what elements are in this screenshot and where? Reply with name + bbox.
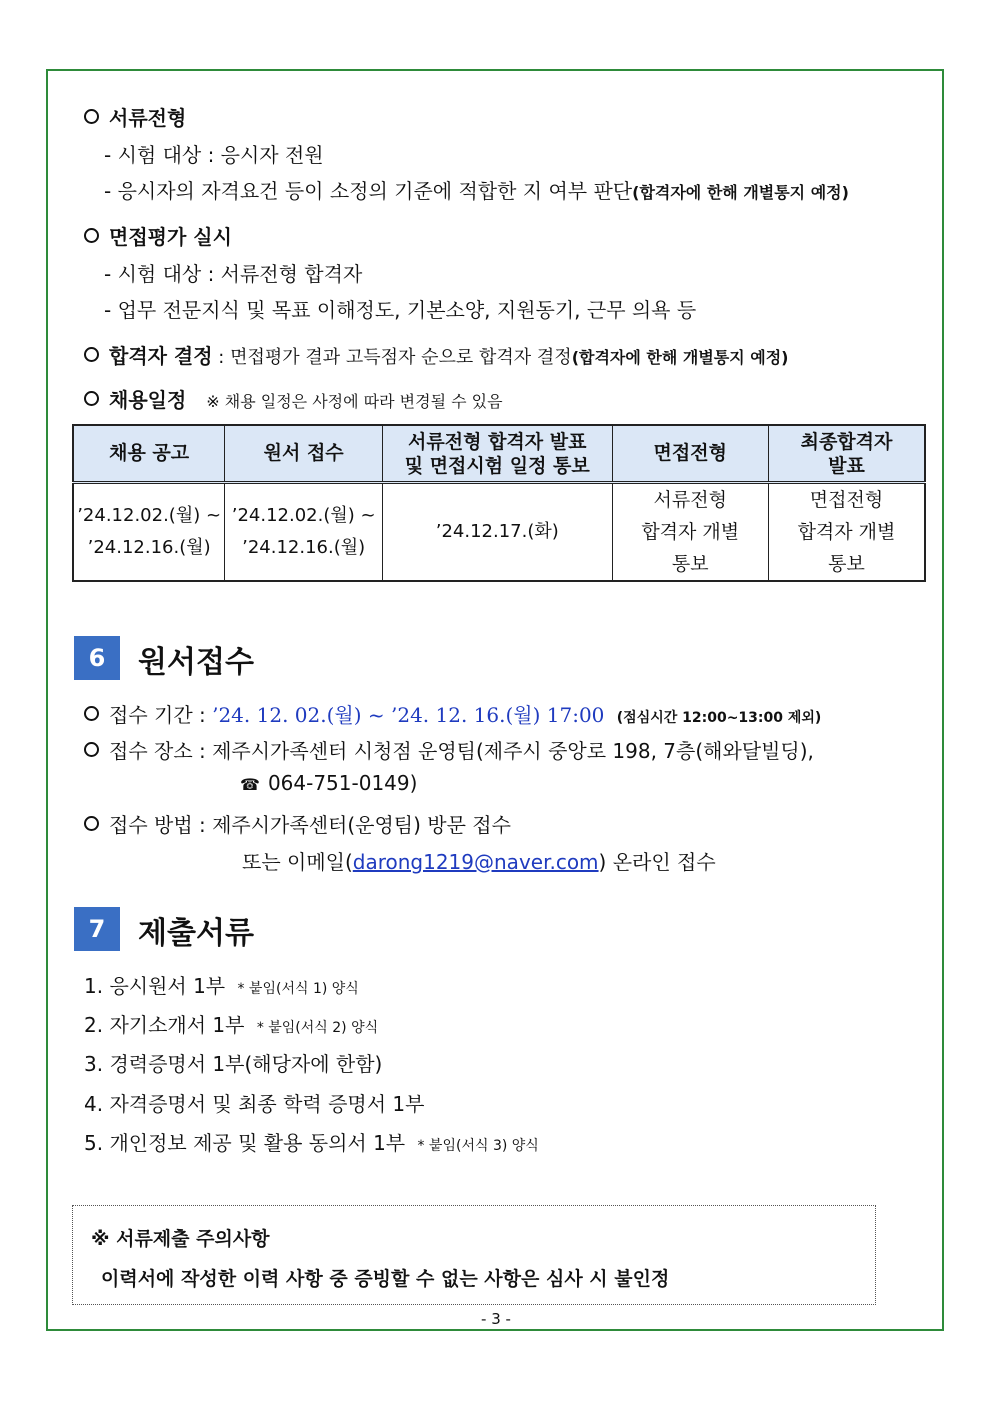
application-place xyxy=(84,735,814,764)
screening-title: 서류전형 xyxy=(109,106,187,130)
period-note: (점심시간 12:00~13:00 제외) xyxy=(616,710,822,726)
screening-line2-note: (합격자에 한해 개별통지 예정) xyxy=(632,183,849,202)
schedule-heading xyxy=(84,384,503,413)
list-item xyxy=(84,1127,539,1156)
section-6-title: 원서접수 xyxy=(138,645,254,680)
application-method xyxy=(84,809,511,838)
interview-title: 면접평가 실시 xyxy=(109,225,232,249)
application-period xyxy=(84,699,821,728)
screening-heading xyxy=(84,102,186,131)
circle-bullet-icon xyxy=(84,706,99,721)
schedule-title: 채용일정 xyxy=(109,388,187,412)
document-item-text: 2. 자기소개서 1부 xyxy=(84,1013,245,1037)
application-phone xyxy=(240,771,417,795)
schedule-note: ※ 채용 일정은 사정에 따라 변경될 수 있음 xyxy=(206,392,503,411)
application-method-online xyxy=(242,846,716,875)
schedule-cell: ’24.12.17.(화) xyxy=(383,483,612,582)
circle-bullet-icon xyxy=(84,228,99,243)
place-line1: 접수 장소 : 제주시가족센터 시청점 운영팀(제주시 중앙로 198, 7층(해와달빌딩), xyxy=(109,739,814,763)
caution-body: 이력서에 작성한 이력 사항 중 증빙할 수 없는 사항은 심사 시 불인정 xyxy=(101,1268,670,1290)
email-link[interactable]: darong1219@naver.com xyxy=(352,850,599,874)
schedule-header-cell: 면접전형 xyxy=(612,425,768,483)
section-7-title: 제출서류 xyxy=(138,916,254,951)
decision-note: (합격자에 한해 개별통지 예정) xyxy=(571,348,789,367)
section-6-number: 6 xyxy=(74,636,120,680)
screening-line1: - 시험 대상 : 응시자 전원 xyxy=(104,143,324,167)
document-item-text: 4. 자격증명서 및 최종 학력 증명서 1부 xyxy=(84,1092,425,1116)
schedule-header-cell: 서류전형 합격자 발표 및 면접시험 일정 통보 xyxy=(383,425,612,483)
interview-line2: - 업무 전문지식 및 목표 이해정도, 기본소양, 지원동기, 근무 의욕 등 xyxy=(104,298,697,322)
schedule-header-cell: 최종합격자 발표 xyxy=(768,425,925,483)
schedule-header-row xyxy=(73,425,925,483)
circle-bullet-icon xyxy=(84,347,99,362)
schedule-table xyxy=(72,424,926,582)
document-item-note: * 붙임(서식 2) 양식 xyxy=(256,1020,379,1036)
decision-title: 합격자 결정 xyxy=(109,344,213,368)
period-label: 접수 기간 : xyxy=(109,703,213,727)
method-line1: 접수 방법 : 제주시가족센터(운영팀) 방문 접수 xyxy=(109,813,511,837)
list-item xyxy=(84,1048,382,1077)
schedule-cell: ’24.12.02.(월) ~ ’24.12.16.(월) xyxy=(225,483,383,582)
document-item-text: 5. 개인정보 제공 및 활용 동의서 1부 xyxy=(84,1131,406,1155)
decision-line xyxy=(84,340,789,369)
list-item xyxy=(84,1088,424,1117)
schedule-header-cell: 원서 접수 xyxy=(225,425,383,483)
schedule-data-row xyxy=(73,483,925,582)
schedule-cell: 서류전형 합격자 개별 통보 xyxy=(612,483,768,582)
circle-bullet-icon xyxy=(84,816,99,831)
interview-heading xyxy=(84,221,232,250)
interview-line1: - 시험 대상 : 서류전형 합격자 xyxy=(104,262,363,286)
section-7-number: 7 xyxy=(74,907,120,951)
schedule-cell: ’24.12.02.(월) ~ ’24.12.16.(월) xyxy=(73,483,225,582)
page-number: - 3 - xyxy=(481,1310,511,1328)
list-item xyxy=(84,1009,378,1038)
list-item xyxy=(84,970,359,999)
method-prefix: 또는 이메일( xyxy=(242,850,353,874)
screening-line2 xyxy=(104,175,849,204)
circle-bullet-icon xyxy=(84,109,99,124)
schedule-cell: 면접전형 합격자 개별 통보 xyxy=(768,483,925,582)
circle-bullet-icon xyxy=(84,742,99,757)
decision-text: : 면접평가 결과 고득점자 순으로 합격자 결정 xyxy=(212,347,572,368)
period-value: ’24. 12. 02.(월) ~ ’24. 12. 16.(월) 17:00 xyxy=(212,703,605,727)
caution-box xyxy=(72,1205,876,1305)
method-suffix: ) 온라인 접수 xyxy=(598,850,716,874)
place-phone: 064-751-0149) xyxy=(267,771,418,795)
document-item-note: * 붙임(서식 3) 양식 xyxy=(417,1138,539,1154)
caution-title: ※ 서류제출 주의사항 xyxy=(91,1228,270,1250)
circle-bullet-icon xyxy=(84,391,99,406)
phone-icon: ☎ xyxy=(240,775,260,794)
document-item-note: * 붙임(서식 1) 양식 xyxy=(237,981,359,997)
document-item-text: 3. 경력증명서 1부(해당자에 한함) xyxy=(84,1052,383,1076)
screening-line2-main: - 응시자의 자격요건 등이 소정의 기준에 적합한 지 여부 판단 xyxy=(104,179,633,203)
schedule-header-cell: 채용 공고 xyxy=(73,425,225,483)
document-item-text: 1. 응시원서 1부 xyxy=(84,974,226,998)
